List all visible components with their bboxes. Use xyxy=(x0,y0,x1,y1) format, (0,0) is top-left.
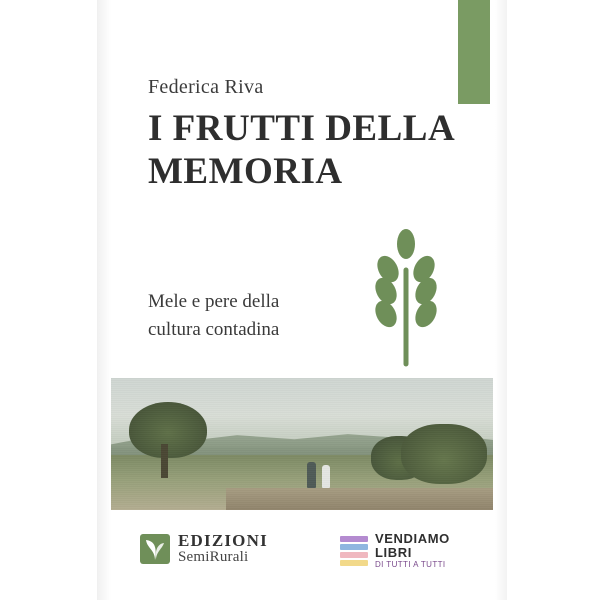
subtitle-line-1: Mele e pere della xyxy=(148,291,280,312)
photo-tree-trunk xyxy=(161,444,168,478)
photo-tree xyxy=(129,402,207,458)
publisher-wordmark xyxy=(178,532,268,566)
wheat-ear-icon xyxy=(358,228,454,368)
status-badge xyxy=(340,532,450,570)
subtitle xyxy=(148,288,378,343)
badge-text xyxy=(375,532,450,570)
page-edge-shadow-right xyxy=(495,0,507,600)
page-edge-shadow-left xyxy=(97,0,111,600)
badge-line-1: VENDIAMO xyxy=(375,531,450,546)
author-name: Federica Riva xyxy=(148,76,264,98)
badge-stripes-icon xyxy=(340,536,368,566)
photo-bush xyxy=(401,424,487,484)
badge-line-2: LIBRI xyxy=(375,545,412,561)
publisher-logo xyxy=(140,532,268,566)
publisher-name-line-1: EDIZIONI xyxy=(178,531,268,550)
title-line-1: I FRUTTI DELLA xyxy=(148,108,456,149)
green-accent-bar xyxy=(458,0,490,104)
badge-line-3: DI TUTTI A TUTTI xyxy=(375,560,446,570)
seed-leaf-icon xyxy=(140,534,170,564)
photo-soil xyxy=(226,488,493,510)
photo-person-adult xyxy=(307,462,316,488)
subtitle-line-2: cultura contadina xyxy=(148,318,280,340)
photo-person-child xyxy=(322,465,330,488)
page-title xyxy=(148,108,478,194)
rural-landscape-photo xyxy=(111,378,493,510)
publisher-name-line-2: SemiRurali xyxy=(178,548,249,565)
title-line-2: MEMORIA xyxy=(148,150,343,192)
